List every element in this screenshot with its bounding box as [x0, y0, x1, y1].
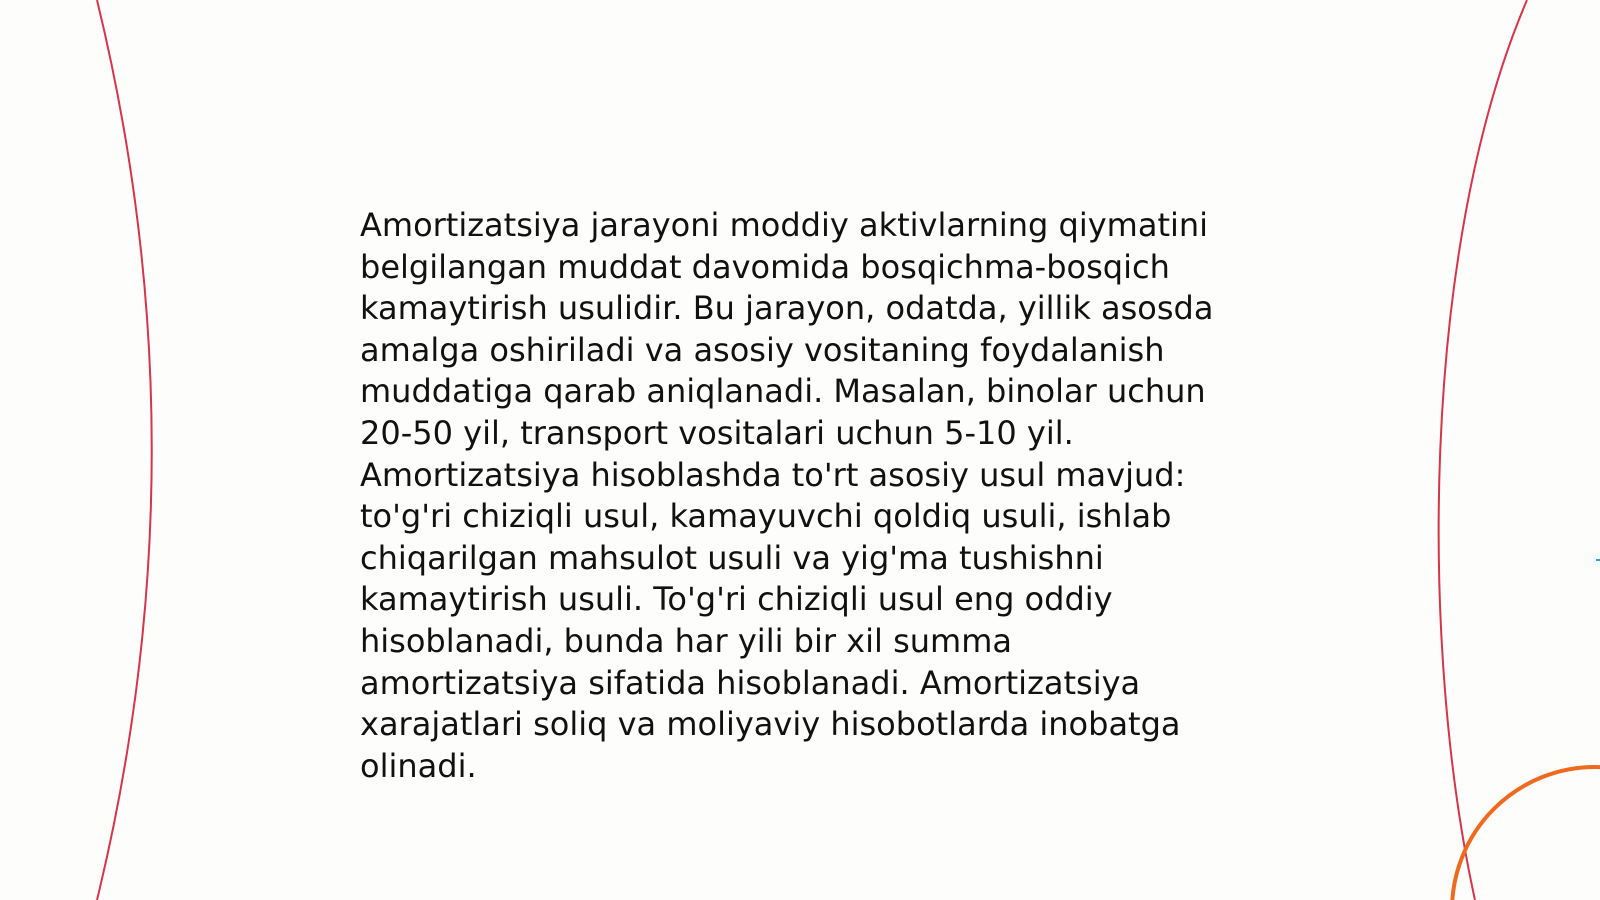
right-curve-line [1439, 0, 1527, 900]
orange-arc-circle [1452, 767, 1600, 900]
left-curve-line [97, 0, 152, 900]
slide-body-text: Amortizatsiya jarayoni moddiy aktivlarning qiymatini belgilangan muddat davomida bosqichma-bosqich kamaytirish usulidir. Bu jarayon, odatda, yillik asosda amalga oshiriladi va asosiy vositaning foydalanish muddatiga qarab aniqlanadi. Masalan, binolar uchun 20-50 yil, transport vositalari uchun 5-10 yil. Amortizatsiya hisoblashda to'rt asosiy usul mavjud: to'g'ri chiziqli usul, kamayuvchi qoldiq usuli, ishlab chiqarilgan mahsulot usuli va yig'ma tushishni kamaytirish usuli. To'g'ri chiziqli usul eng oddiy hisoblanadi, bunda har yili bir xil summa amortizatsiya sifatida hisoblanadi. Amortizatsiya xarajatlari soliq va moliyaviy hisobotlarda inobatga olinadi. [360, 206, 1214, 785]
